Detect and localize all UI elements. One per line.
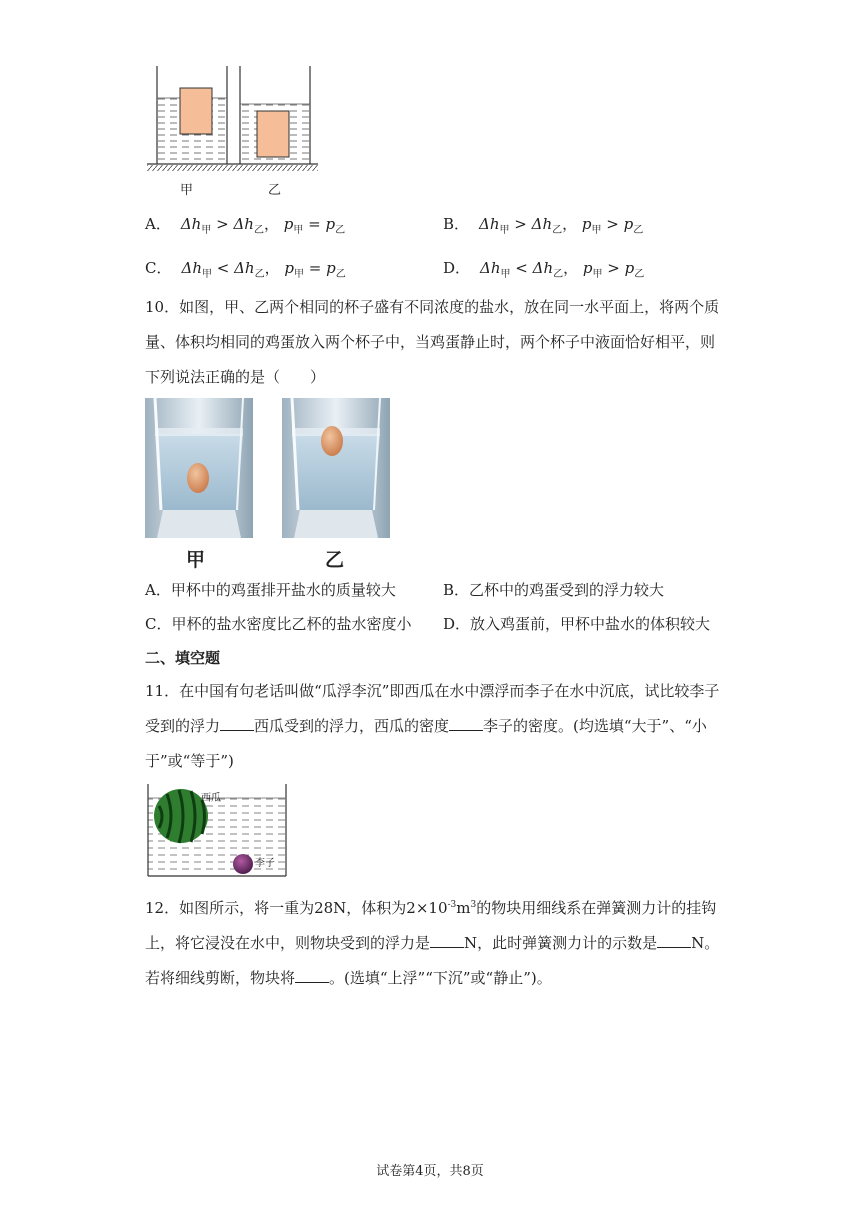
plum-label: 李子	[255, 858, 275, 869]
q11-blank-1[interactable]	[220, 716, 254, 731]
fig9-label-right: 乙	[268, 183, 282, 198]
containers-diagram	[145, 66, 320, 176]
q11-stem: 11．在中国有句老话叫做“瓜浮李沉”即西瓜在水中漂浮而李子在水中沉底，试比较李子受到的浮力 西瓜受到的浮力，西瓜的密度 李子的密度。(均选填“大于”、“小于”或“等于”)	[145, 682, 720, 770]
figure-q10-glasses	[145, 398, 395, 568]
q9-option-d[interactable]: D． $\Delta h_甲 < \Delta h_乙$， $p_甲 > p_乙$	[443, 259, 645, 280]
watermelon-icon	[154, 789, 208, 843]
q10-option-c[interactable]: C．甲杯的盐水密度比乙杯的盐水密度小	[145, 615, 412, 633]
q10-option-b[interactable]: B．乙杯中的鸡蛋受到的浮力较大	[443, 581, 665, 599]
q11-blank-2[interactable]	[449, 716, 483, 731]
page-footer: 试卷第4页，共8页	[376, 1164, 484, 1179]
q12-blank-1[interactable]	[430, 933, 464, 948]
fig9-label-left: 甲	[180, 183, 194, 198]
fig10-label-left: 甲	[186, 549, 206, 571]
q10-option-a[interactable]: A．甲杯中的鸡蛋排开盐水的质量较大	[145, 581, 396, 599]
q9-option-a[interactable]: A． $\Delta h_甲 > \Delta h_乙$， $p_甲 = p_乙$	[145, 215, 346, 236]
fig10-label-right: 乙	[325, 549, 345, 571]
q9-option-c[interactable]: C． $\Delta h_甲 < \Delta h_乙$， $p_甲 = p_乙$	[145, 259, 346, 280]
q12-blank-3[interactable]	[295, 968, 329, 983]
plum-icon	[233, 854, 253, 874]
q10-stem: 10．如图，甲、乙两个相同的杯子盛有不同浓度的盐水，放在同一水平面上，将两个质量、体积均相同的鸡蛋放入两个杯子中，当鸡蛋静止时，两个杯子中液面恰好相平，则下列说法正确的是（ ）	[145, 298, 720, 386]
watermelon-label: 西瓜	[201, 793, 221, 804]
q12-blank-2[interactable]	[657, 933, 691, 948]
q12-stem: 12．如图所示，将一重为28N，体积为$2\times 10^{-3}m^3$的物块用细线系在弹簧测力计的挂钩上，将它浸没在水中，则物块受到的浮力是 N，此时弹簧测力计的示数是 N。若将细线剪断，物块将 。(选填“上浮”“下沉”或“静止”)。	[145, 899, 720, 987]
glasses-photo	[145, 398, 395, 540]
q9-option-b[interactable]: B． $\Delta h_甲 > \Delta h_乙$， $p_甲 > p_乙$	[443, 215, 644, 236]
q10-option-d[interactable]: D．放入鸡蛋前，甲杯中盐水的体积较大	[443, 615, 711, 633]
section-title: 二、填空题	[145, 649, 221, 667]
figure-q9-containers	[145, 66, 320, 176]
